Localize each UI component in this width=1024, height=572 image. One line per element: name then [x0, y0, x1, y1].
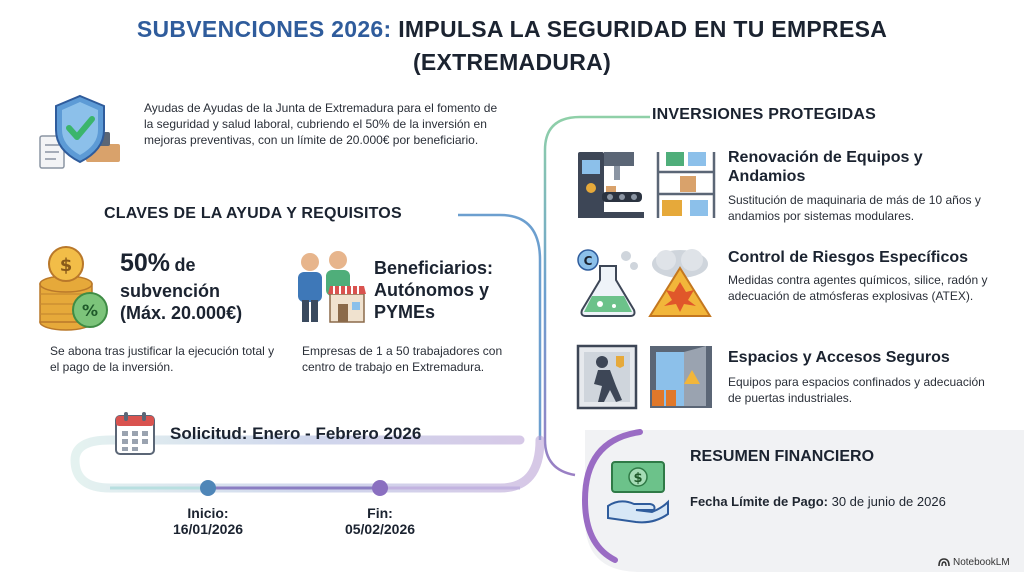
inversion-item-1-icons — [576, 148, 716, 220]
svg-text:$: $ — [633, 471, 643, 486]
subsidy-desc: Se abona tras justificar la ejecución total y el pago de la inversión. — [50, 344, 275, 374]
timeline-end-date: 05/02/2026 — [344, 521, 416, 537]
inversion-item-2-icons — [576, 246, 716, 318]
solicitud-label: Solicitud: Enero - Febrero 2026 — [170, 424, 422, 443]
beneficiaries-line3: PYMEs — [374, 302, 436, 322]
svg-text:%: % — [81, 301, 99, 320]
subsidy-de: de — [174, 255, 196, 275]
money-hand-icon — [606, 458, 670, 524]
people-shop-icon — [294, 250, 366, 326]
inversion-item-2-desc: Medidas contra agentes químicos, silice, radón y adecuación de atmósferas explosivas (ATEX). — [728, 273, 988, 303]
svg-text:C: C — [583, 254, 593, 268]
chemistry-flask-icon — [576, 246, 642, 318]
resumen-heading: RESUMEN FINANCIERO — [690, 448, 875, 465]
page-title-line2: (EXTREMADURA) — [412, 49, 612, 75]
confined-space-icon — [576, 344, 638, 410]
inversion-item-1-title1: Renovación de Equipos y — [728, 149, 923, 166]
beneficiaries-line2: Autónomos y — [374, 280, 489, 300]
inversion-item-3-title: Espacios y Accesos Seguros — [728, 349, 950, 366]
resumen-deadline-value: 30 de junio de 2026 — [831, 494, 946, 509]
shield-check-icon — [34, 92, 126, 178]
subsidy-line3: (Máx. 20.000€) — [120, 303, 243, 323]
calendar-icon — [114, 410, 156, 456]
footer-brand — [938, 555, 1010, 569]
subsidy-line1 — [120, 250, 196, 280]
beneficiaries-line1: Beneficiarios: — [374, 258, 494, 278]
svg-text:$: $ — [59, 255, 73, 276]
intro-text: Ayudas de Ayudas de la Junta de Extremadura para el fomento de la seguridad y salud laboral, cubriendo el 50% de la inversión en mejoras preventivas, con un límite de 20.000€ por beneficiario. — [144, 101, 498, 147]
inversion-item-3-desc: Equipos para espacios confinados y adecuación de puertas industriales. — [728, 375, 985, 405]
inversion-item-3-icons — [576, 344, 716, 412]
timeline-start-label: Inicio: — [187, 505, 229, 521]
title-accent: SUBVENCIONES 2026: — [136, 16, 392, 42]
resumen-deadline-label: Fecha Límite de Pago: — [690, 494, 828, 509]
claves-heading: CLAVES DE LA AYUDA Y REQUISITOS — [104, 205, 402, 222]
inversion-item-1-title2: Andamios — [728, 168, 806, 185]
page-title — [0, 14, 1024, 45]
inversiones-heading: INVERSIONES PROTEGIDAS — [652, 106, 876, 123]
beneficiaries-desc: Empresas de 1 a 50 trabajadores con centro de trabajo en Extremadura. — [302, 344, 503, 374]
timeline-end-label: Fin: — [367, 505, 393, 521]
timeline-start-date: 16/01/2026 — [172, 521, 244, 537]
notebooklm-logo-icon — [938, 557, 950, 567]
industrial-door-icon — [648, 344, 714, 410]
explosion-hazard-icon — [646, 246, 716, 318]
title-main: IMPULSA LA SEGURIDAD EN TU EMPRESA — [398, 16, 888, 42]
inversion-item-2-title: Control de Riesgos Específicos — [728, 249, 969, 266]
subsidy-percent: 50% — [120, 249, 171, 277]
resumen-deadline — [690, 494, 946, 509]
inversion-item-1-desc: Sustitución de maquinaria de más de 10 años y andamios por sistemas modulares. — [728, 193, 981, 223]
subsidy-line2: subvención — [120, 281, 221, 301]
footer-brand-label: NotebookLM — [953, 556, 1010, 568]
scaffold-icon — [652, 148, 722, 220]
coin-stack-icon — [36, 244, 110, 332]
